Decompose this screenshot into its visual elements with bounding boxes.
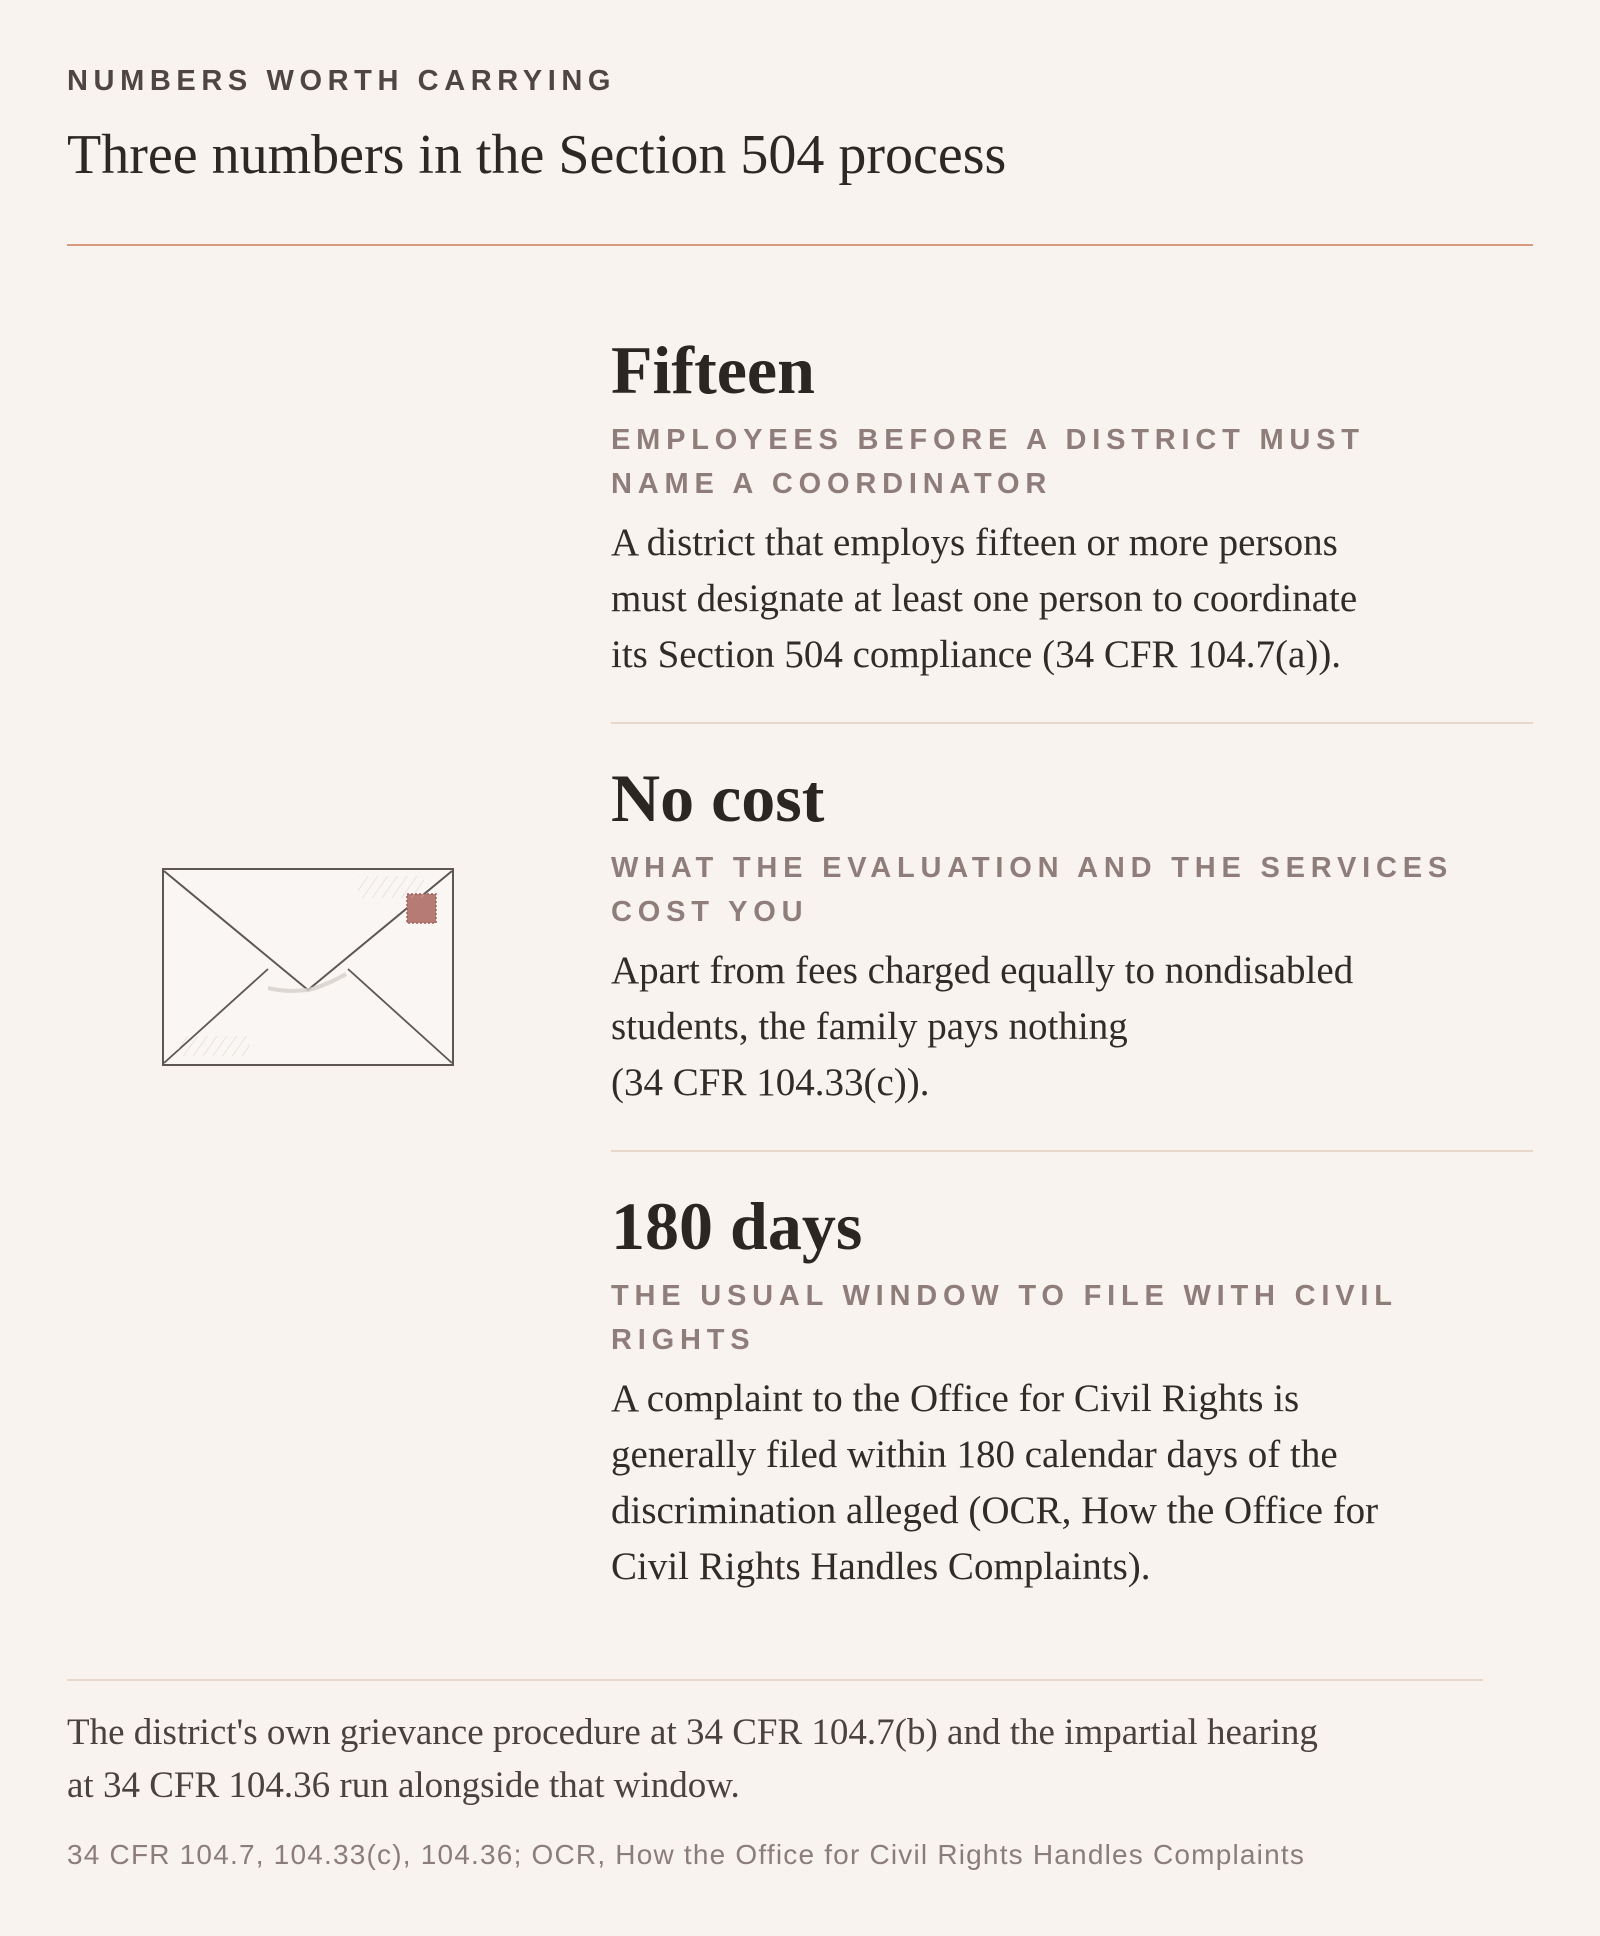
stat-description-line: generally filed within 180 calendar days of the (611, 1433, 1338, 1476)
stat-value: 180 days (611, 1188, 863, 1264)
stat-label (611, 418, 1533, 506)
stat-description-line: must designate at least one person to coordinate (611, 577, 1358, 620)
stat-label-line: THE USUAL WINDOW TO FILE WITH CIVIL (611, 1280, 1398, 1312)
stat-label-line: RIGHTS (611, 1324, 756, 1356)
stat-description (611, 943, 1533, 1111)
stat-no-cost (611, 760, 1533, 1104)
stat-label (611, 1274, 1533, 1362)
stat-divider (611, 722, 1533, 724)
page-title: Three numbers in the Section 504 process (67, 124, 1007, 186)
section-eyebrow: NUMBERS WORTH CARRYING (67, 65, 617, 97)
stat-description-line: (34 CFR 104.33(c)). (611, 1061, 930, 1104)
stat-label-line: EMPLOYEES BEFORE A DISTRICT MUST (611, 424, 1365, 456)
stats-column (611, 0, 1533, 1650)
stat-description-line: A complaint to the Office for Civil Rights is (611, 1377, 1300, 1420)
sources-citation: 34 CFR 104.7, 104.33(c), 104.36; OCR, How the Office for Civil Rights Handles Complaints (67, 1839, 1306, 1870)
stat-fifteen (611, 332, 1533, 676)
footer-note (67, 1706, 1497, 1812)
stat-value: Fifteen (611, 332, 815, 408)
stat-description-line: students, the family pays nothing (611, 1005, 1128, 1048)
stat-label-line: NAME A COORDINATOR (611, 468, 1053, 500)
stat-description-line: discrimination alleged (OCR, How the Office for (611, 1489, 1379, 1532)
stat-description-line: its Section 504 compliance (34 CFR 104.7(a)). (611, 633, 1342, 676)
stat-description (611, 1371, 1533, 1595)
envelope-icon (160, 866, 456, 1068)
stat-description-line: Civil Rights Handles Complaints). (611, 1545, 1151, 1588)
footer-note-line: at 34 CFR 104.36 run alongside that window. (67, 1765, 740, 1806)
stat-value: No cost (611, 760, 825, 836)
footer-divider (67, 1679, 1483, 1681)
stat-label-line: COST YOU (611, 896, 809, 928)
stat-description-line: Apart from fees charged equally to nondisabled (611, 949, 1354, 992)
stat-180-days (611, 1188, 1533, 1588)
stat-divider (611, 1150, 1533, 1152)
stat-description-line: A district that employs fifteen or more persons (611, 521, 1338, 564)
footer-note-line: The district's own grievance procedure at 34 CFR 104.7(b) and the impartial hearing (67, 1712, 1318, 1753)
stat-label-line: WHAT THE EVALUATION AND THE SERVICES (611, 852, 1453, 884)
stat-label (611, 846, 1533, 934)
stat-description (611, 515, 1533, 683)
